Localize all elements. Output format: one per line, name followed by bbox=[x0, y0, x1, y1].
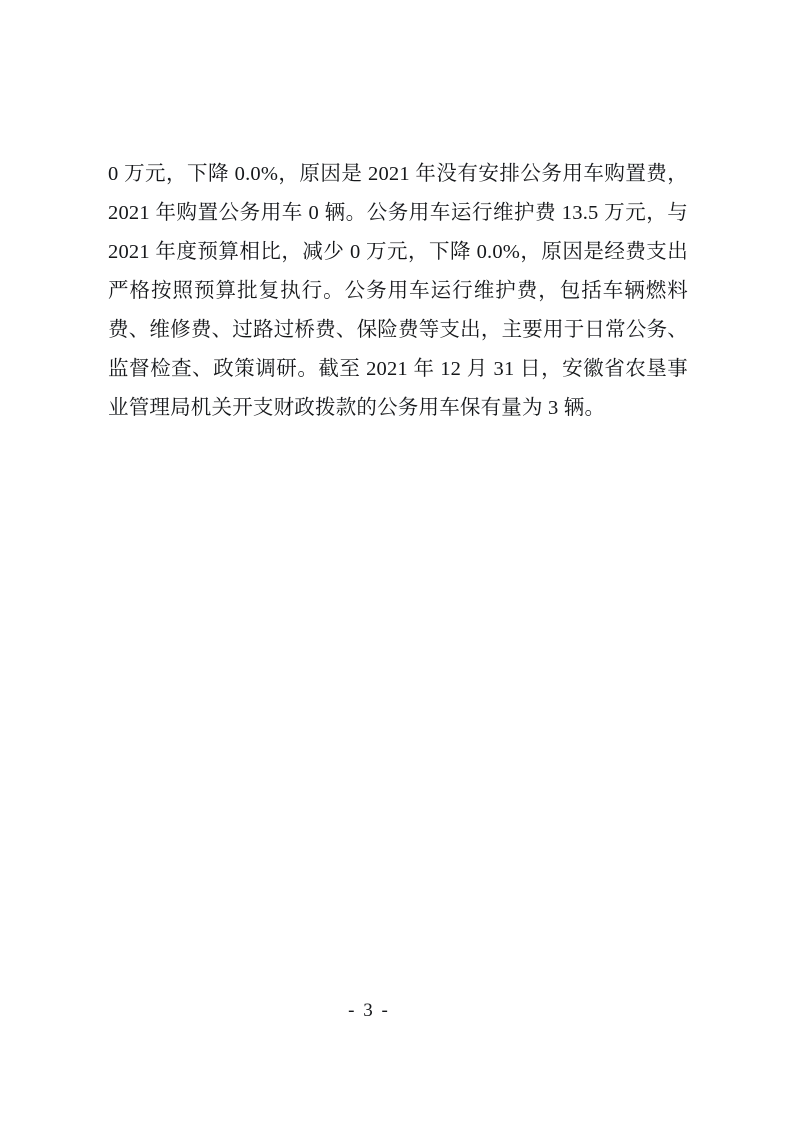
body-paragraph: 0 万元，下降 0.0%，原因是 2021 年没有安排公务用车购置费，2021 年购置公务用车 0 辆。公务用车运行维护费 13.5 万元，与 2021 年度预算相比，减少 0 万元，下降 0.0%，原因是经费支出严格按照预算批复执行。公务用车运行维护费，包括车辆燃料费、维修费、过路过桥费、保险费等支出，主要用于日常公务、监督检查、政策调研。截至 2021 年 12 月 31 日，安徽省农垦事业管理局机关开支财政拨款的公务用车保有量为 3 辆。 bbox=[108, 162, 688, 419]
page-number: - 3 - bbox=[348, 1000, 390, 1021]
